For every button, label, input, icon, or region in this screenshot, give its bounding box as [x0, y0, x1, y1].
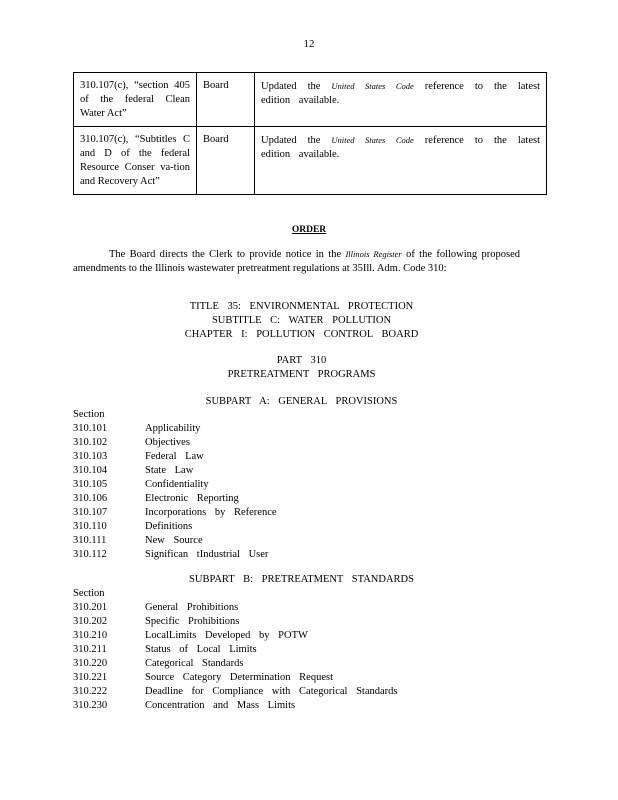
- section-title: Deadline for Compliance with Categorical Standards: [145, 686, 398, 697]
- table-cell-action: [255, 127, 547, 195]
- action-citation: United States Code: [331, 81, 414, 91]
- table-row: [74, 127, 547, 195]
- part-title-line: PRETREATMENT PROGRAMS: [227, 369, 376, 380]
- subpart-b-section-list: [73, 601, 533, 713]
- section-number: 310.106: [73, 493, 108, 504]
- list-item: [73, 699, 533, 713]
- section-number: 310.104: [73, 465, 108, 476]
- section-number: 310.222: [73, 686, 108, 697]
- list-item: [73, 657, 533, 671]
- intro-citation: Illinois Register: [345, 249, 402, 259]
- subpart-a-heading: SUBPART A: GENERAL PROVISIONS: [205, 396, 398, 407]
- section-title: State Law: [145, 465, 194, 476]
- list-item: [73, 464, 533, 478]
- section-title: Objectives: [145, 437, 190, 448]
- table-cell-action: [255, 73, 547, 127]
- section-title: Incorporations by Reference: [145, 507, 277, 518]
- list-item: [73, 615, 533, 629]
- section-title: LocalLimits Developed by POTW: [145, 630, 308, 641]
- section-title: Specific Prohibitions: [145, 616, 240, 627]
- order-heading: ORDER: [291, 225, 327, 235]
- table-cell-source: Board: [197, 73, 255, 127]
- title-block: [0, 300, 603, 342]
- table-row: [74, 73, 547, 127]
- list-item: [73, 450, 533, 464]
- section-title: New Source: [145, 535, 203, 546]
- section-number: 310.107: [73, 507, 108, 518]
- section-number: 310.230: [73, 700, 108, 711]
- action-text-post: reference to the latest edition available.: [261, 81, 540, 106]
- table-cell-section: 310.107(c), “Subtitles C and D of the federal Resource Conser va-tion and Recovery Act”: [74, 127, 197, 195]
- list-item: [73, 643, 533, 657]
- section-number: 310.103: [73, 451, 108, 462]
- section-number: 310.112: [73, 549, 107, 560]
- list-item: [73, 629, 533, 643]
- title-line: TITLE 35: ENVIRONMENTAL PROTECTION: [189, 301, 414, 312]
- subpart-a-section-list: [73, 422, 533, 562]
- table-cell-source: Board: [197, 127, 255, 195]
- chapter-line: CHAPTER I: POLLUTION CONTROL BOARD: [184, 329, 419, 340]
- section-title: Significan tIndustrial User: [145, 549, 269, 560]
- list-item: [73, 685, 533, 699]
- action-text-pre: Updated the: [261, 135, 321, 146]
- part-line: PART 310: [276, 355, 327, 366]
- table-cell-section: 310.107(c), “section 405 of the federal Clean Water Act”: [74, 73, 197, 127]
- list-item: [73, 436, 533, 450]
- part-block: [0, 354, 603, 382]
- section-title: Concentration and Mass Limits: [145, 700, 296, 711]
- section-number: 310.111: [73, 535, 107, 546]
- section-label: Section: [73, 588, 105, 599]
- subpart-b-heading: SUBPART B: PRETREATMENT STANDARDS: [189, 574, 414, 585]
- section-title: Electronic Reporting: [145, 493, 239, 504]
- section-title: Categorical Standards: [145, 658, 244, 669]
- list-item: [73, 548, 533, 562]
- section-number: 310.201: [73, 602, 108, 613]
- subtitle-line: SUBTITLE C: WATER POLLUTION: [211, 315, 392, 326]
- list-item: [73, 422, 533, 436]
- action-citation: United States Code: [331, 135, 414, 145]
- section-number: 310.221: [73, 672, 108, 683]
- list-item: [73, 520, 533, 534]
- intro-text-post: of the following proposed amendments to the Illinois wastewater pretreatment regulations at 35Ill. Adm. Code 310:: [73, 249, 520, 274]
- section-title: Status of Local Limits: [145, 644, 257, 655]
- section-title: Federal Law: [145, 451, 204, 462]
- action-text-post: reference to the latest edition available.: [261, 135, 540, 160]
- section-title: Applicability: [145, 423, 201, 434]
- section-number: 310.211: [73, 644, 107, 655]
- page-number: 12: [303, 38, 315, 50]
- section-number: 310.210: [73, 630, 108, 641]
- section-title: Source Category Determination Request: [145, 672, 333, 683]
- section-title: General Prohibitions: [145, 602, 239, 613]
- list-item: [73, 671, 533, 685]
- section-number: 310.110: [73, 521, 107, 532]
- section-title: Confidentiality: [145, 479, 209, 490]
- action-text-pre: Updated the: [261, 81, 321, 92]
- list-item: [73, 534, 533, 548]
- intro-text-pre: The Board directs the Clerk to provide notice in the: [109, 249, 342, 260]
- section-number: 310.220: [73, 658, 108, 669]
- intro-paragraph: [73, 247, 520, 276]
- list-item: [73, 478, 533, 492]
- section-number: 310.202: [73, 616, 108, 627]
- section-title: Definitions: [145, 521, 193, 532]
- section-number: 310.101: [73, 423, 108, 434]
- list-item: [73, 492, 533, 506]
- section-number: 310.105: [73, 479, 108, 490]
- list-item: [73, 601, 533, 615]
- list-item: [73, 506, 533, 520]
- section-label: Section: [73, 409, 105, 420]
- section-number: 310.102: [73, 437, 108, 448]
- revision-table: [73, 72, 547, 195]
